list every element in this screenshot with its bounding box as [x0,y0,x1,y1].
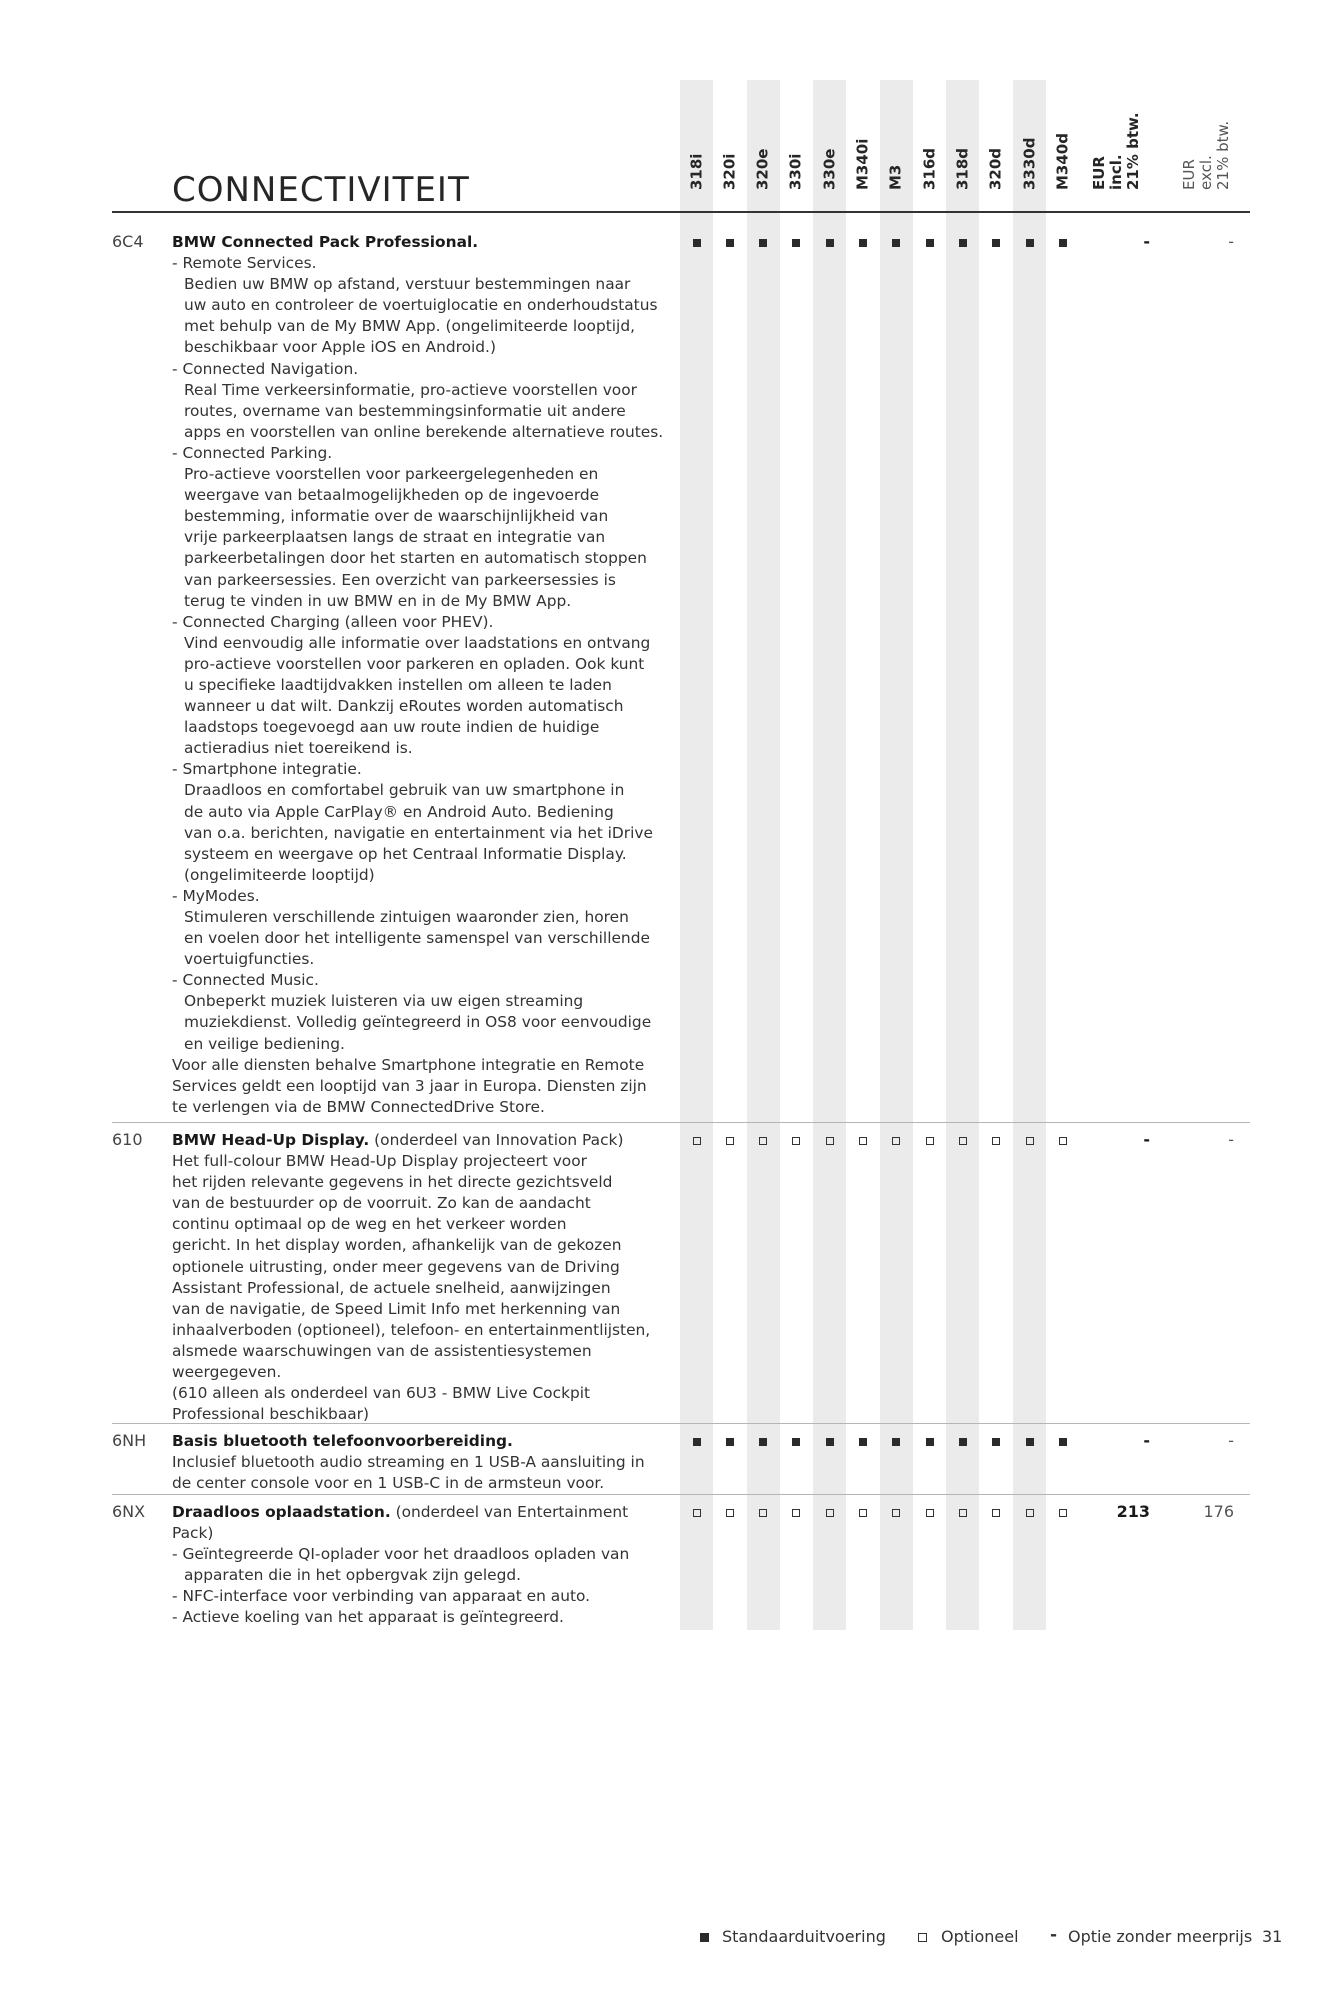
price-incl-vat: - [1143,1130,1150,1149]
description-text: met behulp van de My BMW App. (ongelimiteerde looptijd, [184,317,635,336]
description-line [172,1214,672,1235]
description-text: de center console voor en 1 USB-C in de armsteun voor. [172,1474,605,1493]
header-rule [112,211,1250,213]
price-incl-vat: - [1143,1431,1150,1450]
description-text: te verlengen via de BMW ConnectedDrive Store. [172,1097,545,1116]
option-name: Draadloos oplaadstation. [172,1503,391,1521]
description-text: vrije parkeerplaatsen langs de straat en integratie van [184,528,606,547]
standard-mark [959,1438,967,1446]
description-text: voertuigfuncties. [184,950,315,969]
description-text: Voor alle diensten behalve Smartphone integratie en Remote [172,1055,645,1074]
description-text: parkeerbetalingen door het starten en automatisch stoppen [184,549,647,568]
description-text: Bedien uw BMW op afstand, verstuur bestemmingen naar [184,275,631,294]
description-line [172,612,672,633]
description-line [172,570,672,591]
description-text: routes, overname van bestemmingsinformatie uit andere [184,401,626,420]
description-text: Real Time verkeersinformatie, pro-actieve voorstellen voor [184,380,637,399]
standard-mark [826,239,834,247]
price-excl-vat: - [1228,232,1234,251]
description-text: wanneer u dat wilt. Dankzij eRoutes worden automatisch [184,697,624,716]
description-text: alsmede waarschuwingen van de assistentiesystemen [172,1341,592,1360]
model-header [847,80,880,205]
price-incl-vat: - [1143,232,1150,251]
row-separator [112,1122,1250,1123]
description-line [172,802,672,823]
description-text: Professional beschikbaar) [172,1405,370,1424]
description-line [172,1299,672,1320]
legend-standard-label: Standaarduitvoering [722,1927,886,1946]
model-header-label: 320i [720,153,739,190]
optional-mark [926,1509,934,1517]
price-header-incl-line: 21% btw. [1124,112,1142,190]
price-header-incl-line: EUR [1090,156,1108,190]
standard-mark [926,1438,934,1446]
page-number: 31 [1262,1927,1283,1946]
optional-mark [959,1509,967,1517]
standard-mark [693,1438,701,1446]
description-line [172,928,672,949]
description-text: - MyModes. [172,886,260,905]
option-description [172,1502,672,1629]
model-header-label: 320e [753,148,772,190]
description-line [172,1544,672,1565]
model-header [913,80,946,205]
column-stripe [1013,80,1046,1630]
description-text: - Geïntegreerde QI-oplader voor het draadloos opladen van [172,1545,630,1564]
description-line [172,506,672,527]
option-code: 6C4 [112,232,144,251]
description-line [172,780,672,801]
optional-mark [1059,1137,1067,1145]
optional-mark [792,1509,800,1517]
column-stripe [813,80,846,1630]
optional-mark [759,1137,767,1145]
description-text: Stimuleren verschillende zintuigen waaronder zien, horen [184,908,629,926]
description-line [172,274,672,295]
legend-optional-mark [918,1933,927,1942]
description-line [172,759,672,780]
legend-no-charge-mark: - [1050,1925,1058,1945]
option-name: BMW Head-Up Display. [172,1131,370,1149]
standard-mark [992,239,1000,247]
description-line [172,717,672,738]
optional-mark [792,1137,800,1145]
model-header [780,80,813,205]
model-header [680,80,713,205]
model-header-label: M340i [853,138,872,190]
description-line [172,654,672,675]
description-text: van de bestuurder op de voorruit. Zo kan de aandacht [172,1194,591,1213]
description-text: (ongelimiteerde looptijd) [184,865,375,884]
price-header-excl-line: EUR [1180,159,1198,190]
description-text: - Remote Services. [172,254,317,273]
description-text: weergegeven. [172,1363,282,1382]
description-line [172,1565,672,1586]
description-text: Draadloos en comfortabel gebruik van uw smartphone in [184,781,625,800]
description-text: apps en voorstellen van online berekende alternatieve routes. [184,422,664,441]
description-text: Assistant Professional, de actuele snelheid, aanwijzingen [172,1278,611,1297]
description-text: Vind eenvoudig alle informatie over laadstations en ontvang [184,633,651,652]
column-stripe [946,80,979,1630]
description-line [172,1523,672,1544]
price-excl-vat: - [1228,1431,1234,1450]
description-text: - Actieve koeling van het apparaat is geïntegreerd. [172,1608,564,1627]
optional-mark [726,1509,734,1517]
optional-mark [1059,1509,1067,1517]
standard-mark [892,1438,900,1446]
description-text: continu optimaal op de weg en het verkeer worden [172,1215,567,1234]
description-text: optionele uitrusting, onder meer gegevens van de Driving [172,1257,620,1276]
description-line [172,1383,672,1404]
description-text: terug te vinden in uw BMW en in de My BMW App. [184,591,572,610]
description-line [172,844,672,865]
row-separator [112,1494,1250,1495]
model-header [747,80,780,205]
description-text: Services geldt een looptijd van 3 jaar in Europa. Diensten zijn [172,1076,647,1095]
optional-mark [859,1509,867,1517]
price-excl-vat: - [1228,1130,1234,1149]
description-line [172,359,672,380]
description-line [172,591,672,612]
standard-mark [726,239,734,247]
description-line [172,991,672,1012]
model-header-label: 316d [920,147,939,190]
option-description [172,1130,672,1425]
description-line [172,1130,672,1151]
description-line [172,548,672,569]
description-text: het rijden relevante gegevens in het directe gezichtsveld [172,1173,613,1192]
description-line [172,464,672,485]
standard-mark [1026,239,1034,247]
price-incl-vat: 213 [1116,1502,1150,1521]
optional-mark [1026,1509,1034,1517]
standard-mark [959,239,967,247]
description-text: van parkeersessies. Een overzicht van parkeersessies is [184,570,616,589]
standard-mark [859,1438,867,1446]
standard-mark [859,239,867,247]
model-header-label: 318d [953,147,972,190]
model-header [713,80,746,205]
legend-standard-mark [700,1933,709,1942]
option-description [172,232,672,1118]
description-line [172,232,672,253]
description-text: Het full-colour BMW Head-Up Display projecteert voor [172,1152,587,1171]
description-text: (610 alleen als onderdeel van 6U3 - BMW Live Cockpit [172,1384,591,1403]
model-header-label: M340d [1053,133,1072,190]
description-line [172,738,672,759]
description-line [172,485,672,506]
optional-mark [726,1137,734,1145]
description-line [172,1341,672,1362]
description-text: - NFC-interface voor verbinding van apparaat en auto. [172,1587,591,1606]
description-text: gericht. In het display worden, afhankelijk van de gekozen [172,1236,622,1255]
description-line [172,1034,672,1055]
optional-mark [892,1509,900,1517]
description-line [172,949,672,970]
description-text: u specifieke laadtijdvakken instellen om alleen te laden [184,675,612,694]
option-description [172,1431,672,1494]
description-text: apparaten die in het opbergvak zijn gelegd. [184,1566,522,1585]
model-header [1013,80,1046,205]
optional-mark [892,1137,900,1145]
option-code: 6NH [112,1431,147,1450]
description-text: inhaalverboden (optioneel), telefoon- en entertainmentlijsten, [172,1320,651,1339]
optional-mark [959,1137,967,1145]
standard-mark [792,239,800,247]
legend-optional-label: Optioneel [941,1927,1019,1946]
optional-mark [826,1509,834,1517]
description-text: (onderdeel van Entertainment [390,1503,629,1521]
description-line [172,1097,672,1118]
column-stripe [680,80,713,1630]
description-line [172,1502,672,1523]
description-line [172,1055,672,1076]
description-text: - Connected Parking. [172,443,333,462]
standard-mark [693,239,701,247]
price-header-incl [1092,80,1152,205]
optional-mark [759,1509,767,1517]
description-line [172,380,672,401]
standard-mark [1026,1438,1034,1446]
column-stripe [747,80,780,1630]
option-name: BMW Connected Pack Professional. [172,233,479,251]
description-text: Onbeperkt muziek luisteren via uw eigen streaming [184,992,584,1011]
description-text: weergave van betaalmogelijkheden op de ingevoerde [184,486,600,505]
optional-mark [859,1137,867,1145]
optional-mark [926,1137,934,1145]
description-line [172,1278,672,1299]
description-line [172,633,672,654]
price-header-excl [1182,80,1242,205]
model-header-label: 318i [687,153,705,190]
description-text: - Connected Navigation. [172,359,359,378]
description-line [172,1151,672,1172]
description-line [172,1172,672,1193]
description-line [172,696,672,717]
optional-mark [992,1137,1000,1145]
description-text: en voelen door het intelligente samenspel van verschillende [184,929,650,948]
description-text: Inclusief bluetooth audio streaming en 1 USB-A aansluiting in [172,1453,645,1472]
description-text: pro-actieve voorstellen voor parkeren en opladen. Ook kunt [184,654,645,673]
standard-mark [926,239,934,247]
model-header-label: M3 [886,164,905,190]
description-text: Pack) [172,1524,214,1543]
price-header-excl-line: excl. [1197,155,1215,190]
model-header-label: 330e [820,148,839,190]
description-line [172,295,672,316]
standard-mark [826,1438,834,1446]
description-text: (onderdeel van Innovation Pack) [369,1131,624,1149]
option-name: Basis bluetooth telefoonvoorbereiding. [172,1432,513,1450]
description-line [172,1607,672,1628]
model-header-label: 3330d [1020,137,1038,190]
price-excl-vat: 176 [1203,1502,1234,1521]
description-text: Pro-actieve voorstellen voor parkeergelegenheden en [184,465,599,484]
model-header-label: 330i [786,153,805,190]
description-text: van de navigatie, de Speed Limit Info met herkenning van [172,1299,621,1318]
description-line [172,1473,672,1494]
description-line [172,1012,672,1033]
price-header-incl-line: incl. [1107,154,1125,190]
description-line [172,1257,672,1278]
description-line [172,337,672,358]
optional-mark [693,1509,701,1517]
description-line [172,1076,672,1097]
description-line [172,422,672,443]
description-text: actieradius niet toereikend is. [184,739,413,758]
description-line [172,1193,672,1214]
description-text: van o.a. berichten, navigatie en entertainment via het iDrive [184,823,653,842]
optional-mark [992,1509,1000,1517]
standard-mark [1059,239,1067,247]
model-header [880,80,913,205]
optional-mark [693,1137,701,1145]
description-text: muziekdienst. Volledig geïntegreerd in OS8 voor eenvoudige [184,1013,652,1032]
standard-mark [759,1438,767,1446]
option-code: 6NX [112,1502,146,1521]
description-line [172,443,672,464]
description-line [172,1320,672,1341]
description-line [172,865,672,886]
description-text: beschikbaar voor Apple iOS en Android.) [184,338,496,357]
standard-mark [992,1438,1000,1446]
description-line [172,316,672,337]
description-text: - Smartphone integratie. [172,760,362,779]
description-line [172,907,672,928]
description-text: - Connected Music. [172,971,319,990]
model-header-label: 320d [986,147,1005,190]
description-text: de auto via Apple CarPlay® en Android Auto. Bediening [184,802,614,821]
model-header [813,80,846,205]
description-line [172,1235,672,1256]
optional-mark [826,1137,834,1145]
model-header [1046,80,1079,205]
standard-mark [726,1438,734,1446]
price-header-excl-line: 21% btw. [1214,120,1232,190]
description-line [172,823,672,844]
standard-mark [892,239,900,247]
column-stripe [880,80,913,1630]
row-separator [112,1423,1250,1424]
standard-mark [792,1438,800,1446]
description-text: bestemming, informatie over de waarschijnlijkheid van [184,507,609,526]
description-line [172,1586,672,1607]
description-line [172,886,672,907]
description-line [172,675,672,696]
model-header [980,80,1013,205]
legend-no-charge-label: Optie zonder meerprijs [1068,1927,1253,1946]
description-text: laadstops toegevoegd aan uw route indien de huidige [184,718,600,737]
model-header [946,80,979,205]
description-line [172,527,672,548]
description-line [172,401,672,422]
description-line [172,1452,672,1473]
description-text: en veilige bediening. [184,1034,345,1053]
standard-mark [759,239,767,247]
description-text: systeem en weergave op het Centraal Informatie Display. [184,844,627,863]
description-line [172,1362,672,1383]
description-text: uw auto en controleer de voertuiglocatie en onderhoudstatus [184,296,658,315]
description-line [172,970,672,991]
description-line [172,253,672,274]
section-title: CONNECTIVITEIT [172,170,470,210]
optional-mark [1026,1137,1034,1145]
option-code: 610 [112,1130,143,1149]
description-line [172,1431,672,1452]
description-text: - Connected Charging (alleen voor PHEV). [172,612,494,631]
standard-mark [1059,1438,1067,1446]
